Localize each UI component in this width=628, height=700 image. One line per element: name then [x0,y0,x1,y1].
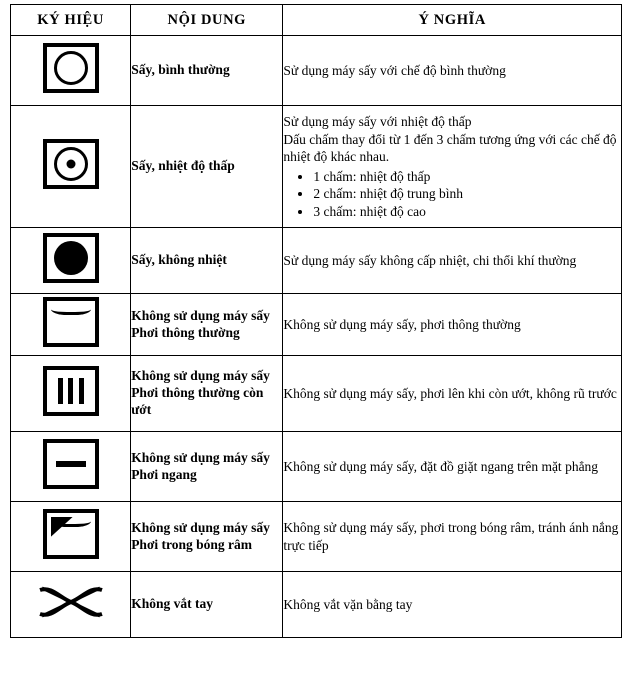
list-item: • 3 chấm: nhiệt độ cao [313,203,621,221]
dry-in-shade-icon [11,502,131,572]
row-meaning: Không vắt vặn bằng tay [283,572,622,638]
table-header-row [11,5,622,36]
table-row [11,432,622,502]
row-name: Sấy, nhiệt độ thấp [131,106,283,228]
dry-flat-icon [11,432,131,502]
row-meaning: Không sử dụng máy sấy, phơi trong bóng râm, tránh ánh nắng trực tiếp [283,502,622,572]
drip-dry-icon [11,356,131,432]
column-header-symbol: KÝ HIỆU [11,5,131,36]
row-name: Sấy, bình thường [131,36,283,106]
table-row [11,356,622,432]
do-not-wring-icon [11,572,131,638]
row-name-line-2: Phơi trong bóng râm [131,536,253,552]
meaning-bullet-list [283,168,621,221]
row-name-line-1: Không sử dụng máy sấy [131,449,270,465]
tumble-dry-low-heat-icon [11,106,131,228]
row-meaning [283,106,622,228]
row-name-line-2: Phơi thông thường còn ướt [131,385,264,417]
row-name-line-1: Không sử dụng máy sấy [131,519,270,535]
table-row [11,572,622,638]
table-row [11,228,622,294]
care-symbols-table [10,4,622,638]
do-not-tumble-dry-line-dry-icon [11,294,131,356]
list-item: • 1 chấm: nhiệt độ thấp [313,168,621,186]
row-name-line-1: Không sử dụng máy sấy [131,368,270,384]
column-header-content: NỘI DUNG [131,5,283,36]
row-name-line-2: Phơi ngang [131,466,197,482]
table-row [11,294,622,356]
row-meaning: Không sử dụng máy sấy, phơi lên khi còn ướt, không rũ trước [283,356,622,432]
tumble-dry-normal-icon [11,36,131,106]
table-row [11,36,622,106]
row-name [131,294,283,356]
row-meaning: Sử dụng máy sấy với chế độ bình thường [283,36,622,106]
row-meaning: Không sử dụng máy sấy, phơi thông thường [283,294,622,356]
table-row [11,502,622,572]
tumble-dry-no-heat-icon [11,228,131,294]
meaning-line-1: Sử dụng máy sấy với nhiệt độ thấp [283,114,472,129]
meaning-line-2: Dấu chấm thay đổi từ 1 đến 3 chấm tương ứng với các chế độ nhiệt độ khác nhau. [283,131,617,165]
row-name: Sấy, không nhiệt [131,228,283,294]
table-row [11,106,622,228]
row-name-line-2: Phơi thông thường [131,324,240,340]
list-item: • 2 chấm: nhiệt độ trung bình [313,185,621,203]
row-name [131,356,283,432]
row-meaning: Sử dụng máy sấy không cấp nhiệt, chi thổi khí thường [283,228,622,294]
row-name: Không vắt tay [131,572,283,638]
row-name [131,432,283,502]
row-name-line-1: Không sử dụng máy sấy [131,307,270,323]
row-name [131,502,283,572]
column-header-meaning: Ý NGHĨA [283,5,622,36]
row-meaning: Không sử dụng máy sấy, đặt đồ giặt ngang trên mặt phẳng [283,432,622,502]
